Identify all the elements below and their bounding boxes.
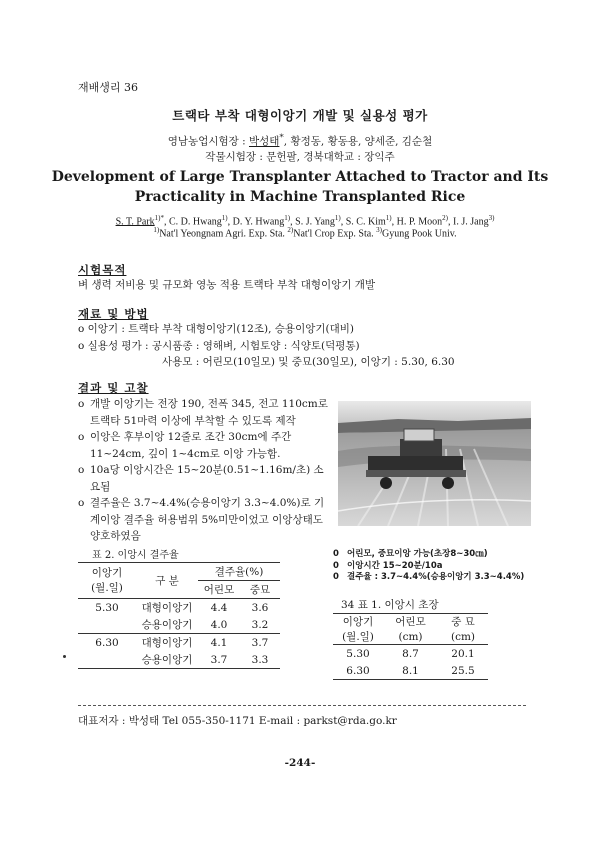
- methods-line-2: o 실용성 평가 : 공시품종 : 영해벼, 시험토양 : 식양토(덕평통): [78, 340, 360, 352]
- table-1-header-young-unit: (cm): [383, 629, 438, 645]
- korean-title: 트랙타 부착 대형이앙기 개발 및 실용성 평가: [172, 108, 428, 123]
- methods-line-1: o 이앙기 : 트랙타 부착 대형이앙기(12조), 승용이앙기(대비): [78, 323, 354, 335]
- table-1-header-date: 이앙기: [342, 616, 374, 628]
- table-1-header-young: 어린모: [395, 616, 426, 628]
- table-2-header-group: 결주율(%): [198, 563, 280, 581]
- english-authors: S. T. Park$^{1)*}$, C. D. Hwang$^{1)}$, D. Y. Hwang$^{1)}$, S. J. Yang$^{1)}$, S. C. Kim$^{1)}$, H. P. Moon$^{2)}$, I. J. Jang$^{3)}$: [115, 214, 495, 228]
- english-author-name: S. J. Yang: [295, 216, 335, 228]
- affiliation-name: Nat'l Yeongnam Agri. Exp. Sta.: [159, 228, 288, 240]
- table-cell: 3.2: [251, 618, 269, 631]
- english-affiliations: [60, 226, 550, 239]
- table-cell: 4.0: [210, 618, 228, 631]
- results-bullet: o 개발 이앙기는 전장 190, 전폭 345, 전고 110cm로 트랙타 51마력 이상에 부착할 수 있도록 제작: [78, 398, 328, 427]
- table-cell: 승용이앙기: [141, 654, 193, 666]
- english-author-name: C. D. Hwang: [169, 216, 222, 228]
- table-cell: 8.1: [402, 664, 419, 677]
- table-1-header-mid: 중 묘: [451, 616, 475, 628]
- results-bullet: o 결주율은 3.7~4.4%(승용이앙기 3.3~4.0%)로 기계이앙 결주율 허용범위 5%미만이었고 이앙상태도 양호하였음: [78, 497, 325, 542]
- english-author-affil-mark: 1): [385, 214, 392, 222]
- methods-heading: 재료 및 방법: [78, 307, 149, 321]
- english-author-name: S. C. Kim: [345, 216, 386, 228]
- english-title-line-2: Practicality in Machine Transplanted Rice: [134, 189, 466, 205]
- table-cell: [78, 651, 136, 669]
- stray-dot: [63, 655, 66, 658]
- table-cell: [78, 616, 136, 634]
- english-author-affil-mark: 1): [221, 214, 228, 222]
- table-2-header-date: 이앙기 (월.일): [91, 566, 123, 594]
- korean-authors-line-1: [0, 133, 600, 149]
- english-author-name: S. T. Park: [115, 216, 155, 228]
- results-bullet: o 10a당 이앙시간은 15~20분(0.51~1.16m/초) 소요됨: [78, 464, 324, 493]
- corresponding-mark: *: [279, 133, 284, 143]
- table-2-caption: 표 2. 이앙시 결주율: [92, 550, 179, 561]
- table-cell: 대형이앙기: [141, 602, 193, 614]
- summary-note: 0 결주율 : 3.7~4.4%(승용이앙기 3.3~4.4%): [333, 572, 525, 582]
- table-cell: 5.30: [346, 647, 370, 660]
- english-title: [0, 167, 600, 207]
- table-cell: 승용이앙기: [141, 619, 193, 631]
- table-row: [78, 599, 280, 617]
- table-row: [333, 662, 488, 680]
- table-cell: 20.1: [451, 647, 475, 660]
- table-cell: 3.7: [210, 653, 228, 666]
- table-cell: 8.7: [402, 647, 419, 660]
- lead-author-name: 박성태: [248, 135, 280, 148]
- table-row: [78, 651, 280, 669]
- english-author-name: H. P. Moon: [396, 216, 443, 228]
- affiliation-name: Nat'l Crop Exp. Sta.: [293, 228, 377, 240]
- affiliation-name: Gyung Pook Univ.: [382, 228, 457, 240]
- affiliation-mark: 2): [287, 226, 294, 234]
- english-author-name: D. Y. Hwang: [232, 216, 285, 228]
- footer-divider: [78, 705, 526, 706]
- english-author-name: I. J. Jang: [453, 216, 489, 228]
- table-cell: 6.30: [95, 636, 119, 649]
- table-2-header-mid: 중묘: [249, 584, 271, 596]
- summary-note: 0 이앙시간 15~20분/10a: [333, 560, 443, 571]
- table-1-caption: 34 표 1. 이앙시 초장: [341, 599, 439, 611]
- table-cell: 6.30: [346, 664, 370, 677]
- affiliation-mark: 3): [376, 226, 382, 234]
- table-cell: 대형이앙기: [141, 637, 193, 649]
- table-cell: 3.3: [251, 653, 269, 666]
- summary-note: 0 어린모, 중묘이앙 가능(초장8~30㎝): [333, 549, 488, 559]
- co-authors: , 황정동, 황동용, 양세준, 김순철: [283, 135, 433, 148]
- english-title-line-1: Development of Large Transplanter Attached to Tractor and Its: [51, 169, 549, 185]
- table-cell: 25.5: [451, 664, 475, 677]
- page-number: -244-: [284, 757, 316, 769]
- table-2-header-young: 어린모: [203, 584, 235, 596]
- transplanter-field-photo: [338, 401, 531, 526]
- table-1: [333, 613, 488, 680]
- english-author-affil-mark: 3): [488, 214, 495, 222]
- affiliation-prefix: 영남농업시험장 :: [167, 135, 249, 148]
- objective-heading: 시험목적: [78, 263, 127, 277]
- table-cell: 5.30: [95, 601, 119, 614]
- english-author-affil-mark: 1): [334, 214, 341, 222]
- english-author-affil-mark: 1): [284, 214, 291, 222]
- table-2: [78, 562, 280, 669]
- results-bullet: o 이앙은 후부이앙 12줄로 조간 30cm에 주간 11~24cm, 깊이 1~4cm로 이앙 가능함.: [78, 431, 292, 460]
- table-cell: 3.7: [251, 636, 269, 649]
- table-cell: 4.1: [210, 636, 228, 649]
- page-tag: 재배생리 36: [78, 81, 138, 94]
- results-heading: 결과 및 고찰: [78, 381, 149, 395]
- table-2-header-type: 구 분: [155, 575, 179, 587]
- table-cell: 3.6: [251, 601, 269, 614]
- table-cell: 4.4: [210, 601, 228, 614]
- table-row: [333, 645, 488, 663]
- results-bullet-list: [78, 396, 330, 545]
- table-row: [78, 634, 280, 652]
- korean-authors-line-2: 작물시험장 : 문헌팔, 경북대학교 : 장익주: [205, 151, 395, 163]
- table-1-header-mid-unit: (cm): [438, 629, 488, 645]
- table-row: [78, 616, 280, 634]
- methods-line-3: 사용모 : 어린모(10일모) 및 중묘(30일모), 이앙기 : 5.30, 6.30: [162, 356, 455, 368]
- summary-notes: [333, 549, 524, 584]
- objective-text: 벼 생력 저비용 및 규모화 영농 적용 트랙타 부착 대형이앙기 개발: [78, 279, 376, 291]
- english-author-affil-mark: 1)*: [154, 214, 164, 222]
- corresponding-author-contact: 대표저자 : 박성태 Tel 055-350-1171 E-mail : parkst@rda.go.kr: [78, 715, 397, 727]
- table-1-header-date-unit: (월.일): [333, 629, 383, 645]
- affiliation-mark: 1): [153, 226, 160, 234]
- english-author-affil-mark: 2): [442, 214, 449, 222]
